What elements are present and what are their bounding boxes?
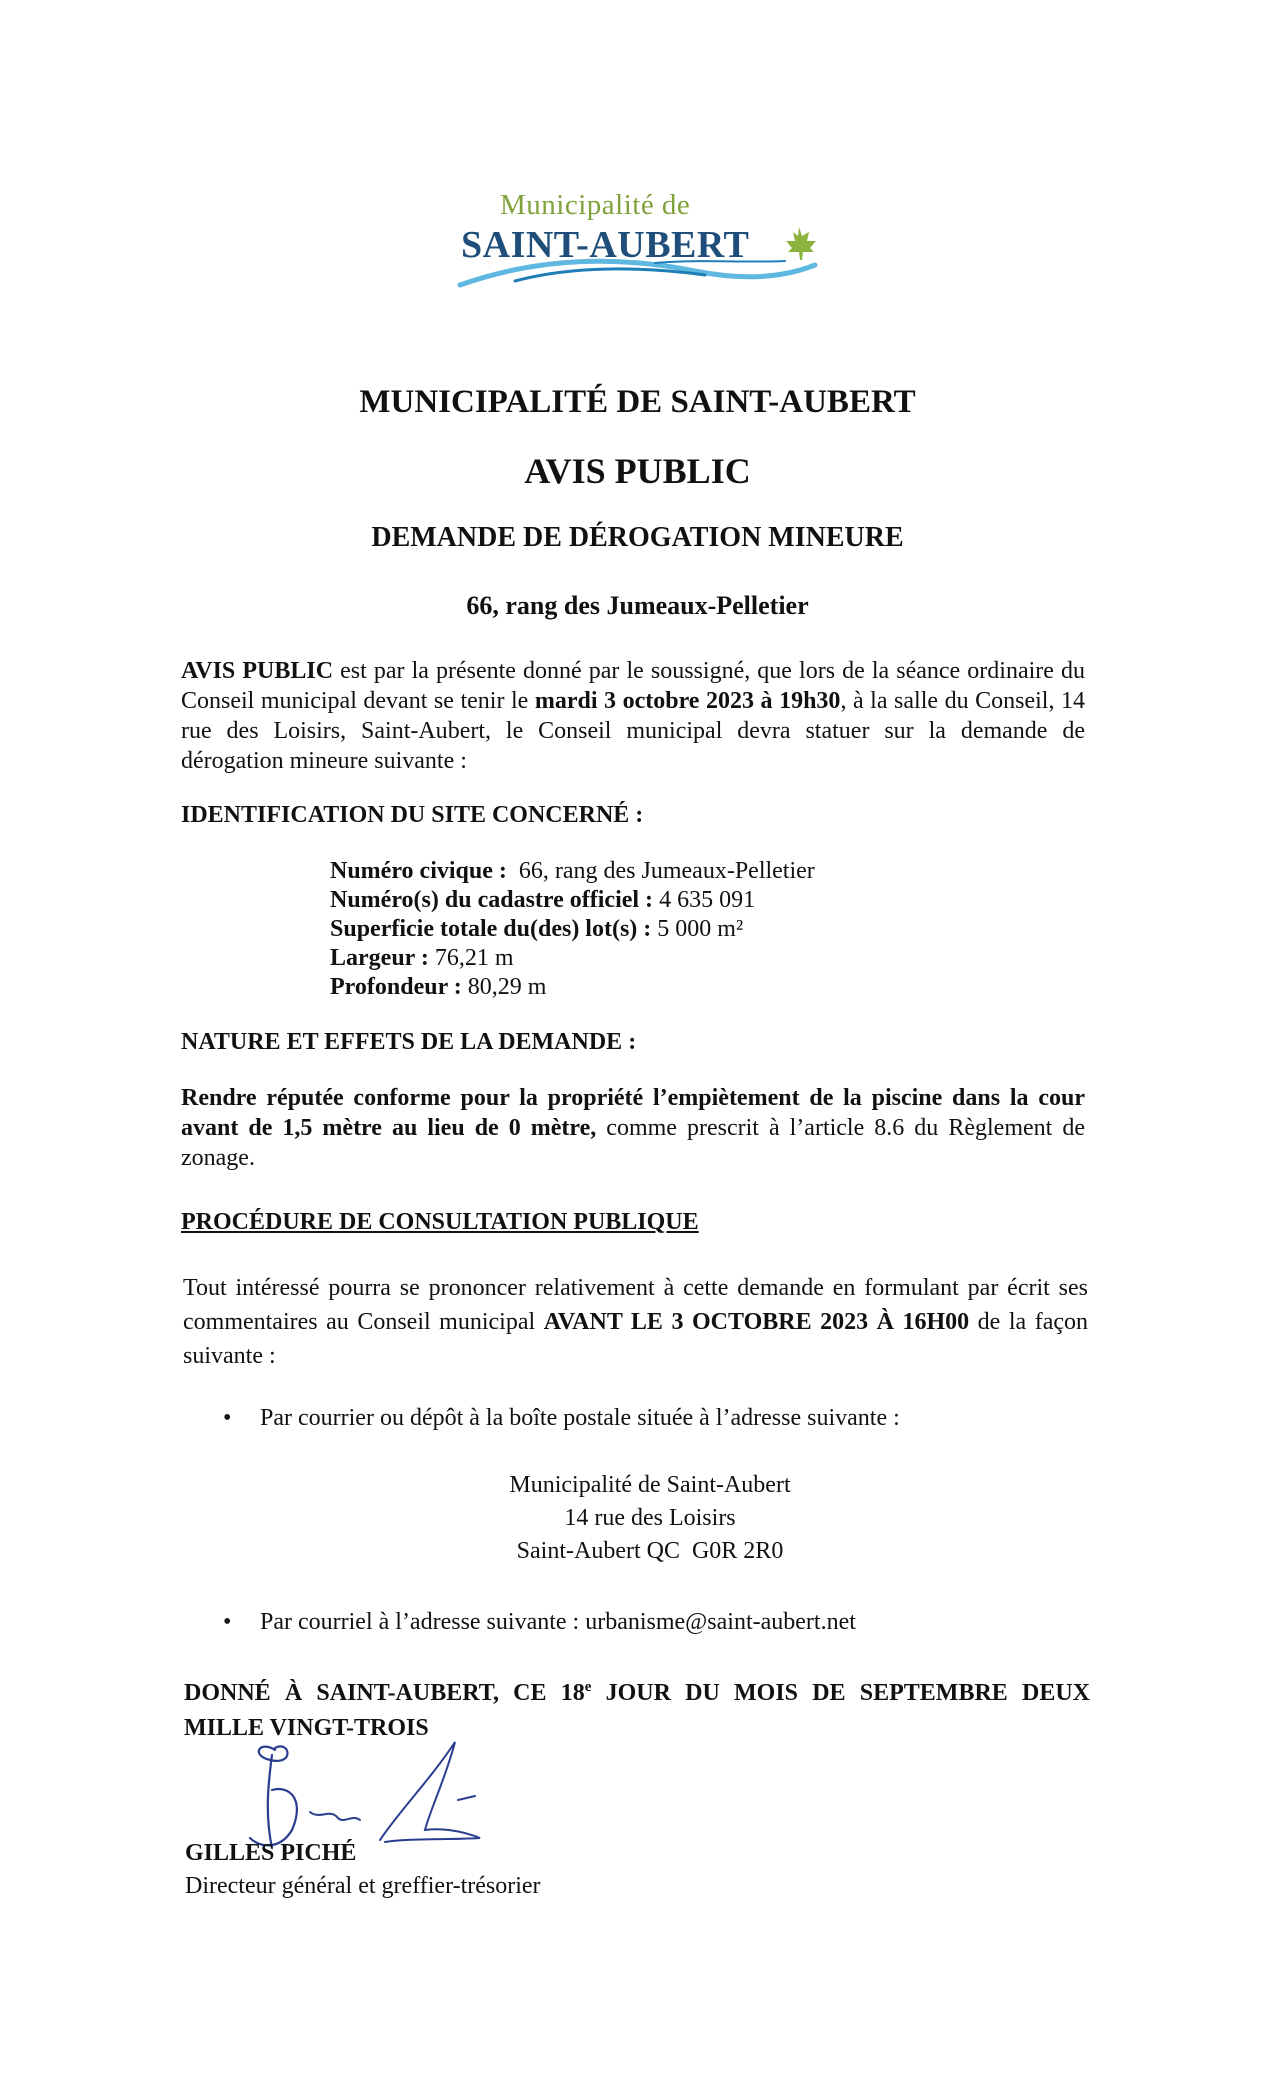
id-label: Profondeur : [330,974,462,1000]
address-line: 14 rue des Loisirs [564,1505,736,1531]
id-value: 80,29 m [461,974,547,1000]
bullet-icon: • [223,1609,232,1635]
intro-paragraph [181,656,1085,776]
id-label: Numéro(s) du cadastre officiel : [330,887,654,913]
id-value: 4 635 091 [653,887,756,913]
address-line: Municipalité de Saint-Aubert [509,1472,791,1498]
given-part-1: DONNÉ À SAINT-AUBERT, CE 18 [184,1680,585,1706]
property-address-heading: 66, rang des Jumeaux-Pelletier [466,591,809,620]
notice-type-heading: AVIS PUBLIC [524,451,751,491]
identification-list [330,857,1030,1002]
signer-title: Directeur général et greffier-trésorier [185,1873,541,1899]
id-row-civic [330,857,1030,886]
procedure-paragraph [183,1271,1088,1373]
intro-text-1: est par la présente donné par le soussigné, que lors de la séance ordinaire du Conseil municipal devant se tenir le [181,658,1085,714]
postal-address [390,1469,910,1568]
identification-heading: IDENTIFICATION DU SITE CONCERNÉ : [181,802,644,828]
municipality-logo [455,185,835,300]
bullet-icon: • [223,1405,232,1431]
id-row-area [330,915,1030,944]
id-value: 66, rang des Jumeaux-Pelletier [506,858,815,884]
bullet-mail-text: Par courrier ou dépôt à la boîte postale située à l’adresse suivante : [260,1405,900,1431]
municipality-heading: MUNICIPALITÉ DE SAINT-AUBERT [359,384,916,420]
logo-line-1: Municipalité de [500,189,691,221]
nature-rest: comme prescrit à l’article 8.6 du Règlement de zonage. [181,1115,1085,1171]
id-label: Numéro civique : [330,858,507,884]
id-value: 5 000 m² [651,916,744,942]
nature-request: Rendre réputée conforme pour la propriété l’empiètement de la piscine dans la cour avant de 1,5 mètre au lieu de 0 mètre, [181,1085,1085,1141]
id-label: Largeur : [330,945,429,971]
nature-heading: NATURE ET EFFETS DE LA DEMANDE : [181,1029,637,1055]
procedure-text-1: Tout intéressé pourra se prononcer relativement à cette demande en formulant par écrit ses commentaires au Conseil municipal [183,1275,1088,1335]
intro-text-2: , à la salle du Conseil, 14 rue des Loisirs, Saint-Aubert, le Conseil municipal devra statuer sur la demande de dérogation mineure suivante : [181,688,1085,774]
id-label: Superficie totale du(des) lot(s) : [330,916,652,942]
procedure-text-2: de la façon suivante : [183,1309,1088,1369]
nature-paragraph [181,1083,1085,1173]
procedure-deadline: AVANT LE 3 OCTOBRE 2023 À 16H00 [543,1309,970,1335]
id-row-depth [330,973,1030,1002]
subject-heading: DEMANDE DE DÉROGATION MINEURE [371,522,904,553]
intro-lead: AVIS PUBLIC [181,658,334,684]
procedure-heading: PROCÉDURE DE CONSULTATION PUBLIQUE [181,1209,699,1235]
signer-name: GILLES PICHÉ [185,1840,357,1866]
id-value: 76,21 m [428,945,514,971]
meeting-date: mardi 3 octobre 2023 à 19h30 [534,688,841,714]
id-row-width [330,944,1030,973]
bullet-email-text: Par courriel à l’adresse suivante : urbanisme@saint-aubert.net [260,1609,856,1635]
logo-line-2: SAINT-AUBERT [461,224,750,266]
given-superscript: e [584,1679,592,1695]
maple-leaf-icon [786,227,816,260]
given-part-2: JOUR DU MOIS DE SEPTEMBRE DEUX MILLE VINGT-TROIS [184,1680,1090,1741]
id-row-cadastre [330,886,1030,915]
address-line: Saint-Aubert QC G0R 2R0 [516,1538,784,1564]
